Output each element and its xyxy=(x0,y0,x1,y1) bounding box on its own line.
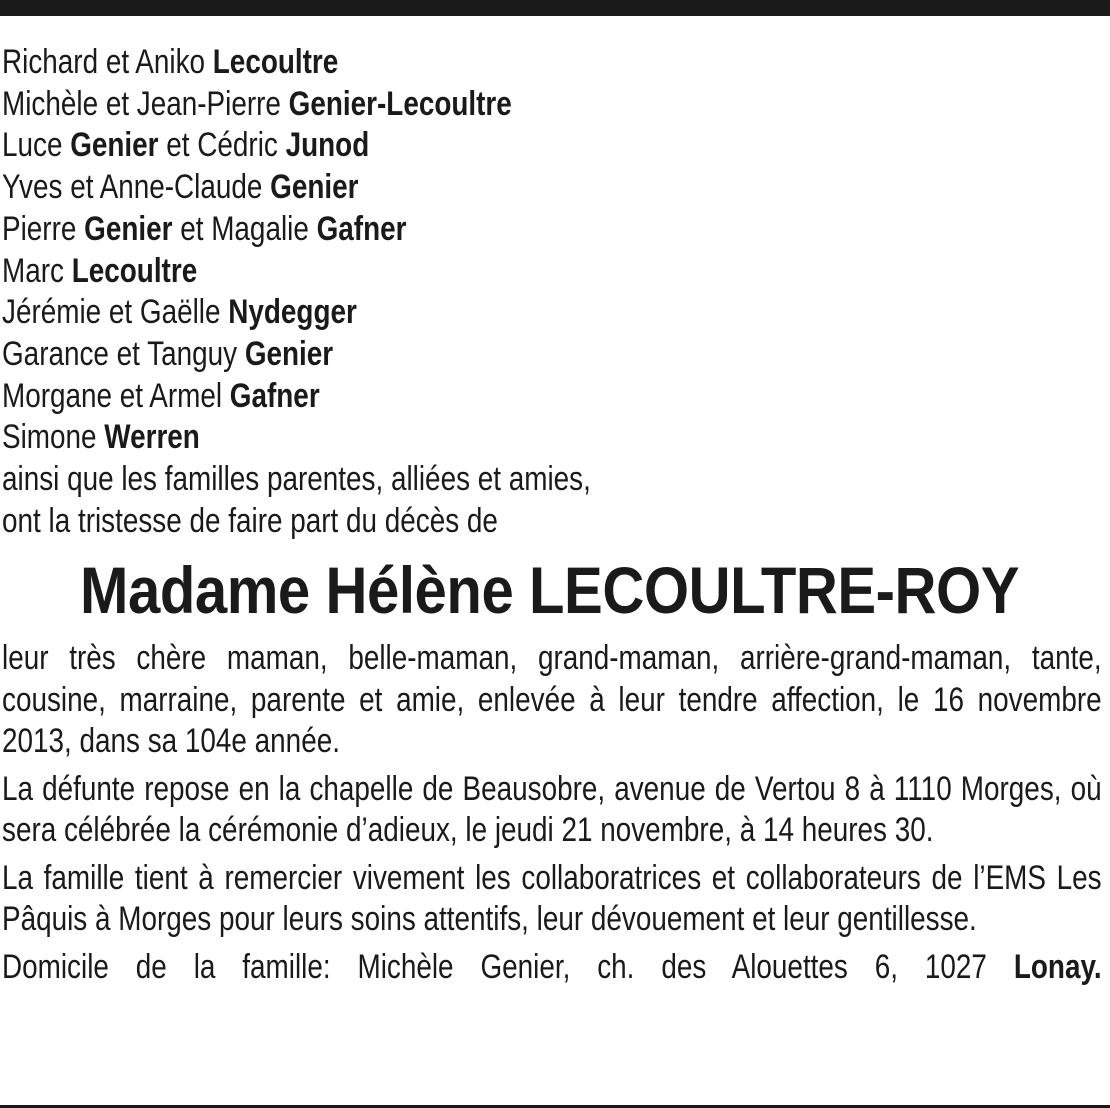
family-line: Marc Lecoultre xyxy=(2,251,198,290)
family-line: Morgane et Armel Gafner xyxy=(2,376,320,415)
announcement-body xyxy=(2,638,1102,988)
family-line: Luce Genier et Cédric Junod xyxy=(2,126,370,165)
top-rule xyxy=(0,0,1110,16)
family-line: Michèle et Jean-Pierre Genier-Lecoultre xyxy=(2,84,512,123)
family-line: Pierre Genier et Magalie Gafner xyxy=(2,209,407,248)
family-line: Garance et Tanguy Genier xyxy=(2,334,334,373)
family-list xyxy=(2,42,1102,542)
family-line: Richard et Aniko Lecoultre xyxy=(2,43,339,81)
family-line: Yves et Anne-Claude Genier xyxy=(2,168,359,207)
family-line: Jérémie et Gaëlle Nydegger xyxy=(2,293,357,332)
paragraph-tribute: leur très chère maman, belle-maman, grand-maman, arrière-grand-maman, tante, cousine, marraine, parente et amie, enlevée à leur tendre affection, le 16 novembre 2013, dans sa 104e année. xyxy=(2,639,1102,760)
domicile-city: Lonay. xyxy=(1013,947,1102,986)
intro-line: ainsi que les familles parentes, alliées et amies, xyxy=(2,460,591,499)
paragraph-ceremony: La défunte repose en la chapelle de Beausobre, avenue de Vertou 8 à 1110 Morges, où sera célébrée la cérémonie d’adieux, le jeudi 21 novembre, à 14 heures 30. xyxy=(2,769,1102,849)
intro-line: ont la tristesse de faire part du décès de xyxy=(2,501,498,540)
deceased-name: Madame Hélène LECOULTRE-ROY xyxy=(80,553,1020,627)
family-line: Simone Werren xyxy=(2,418,200,457)
paragraph-thanks: La famille tient à remercier vivement les collaboratrices et collaborateurs de l’EMS Les Pâquis à Morges pour leurs soins attentifs, leur dévouement et leur gentillesse. xyxy=(2,858,1102,938)
paragraph-domicile: Domicile de la famille: Michèle Genier, ch. des Alouettes 6, 1027 Lonay. xyxy=(2,947,1102,986)
